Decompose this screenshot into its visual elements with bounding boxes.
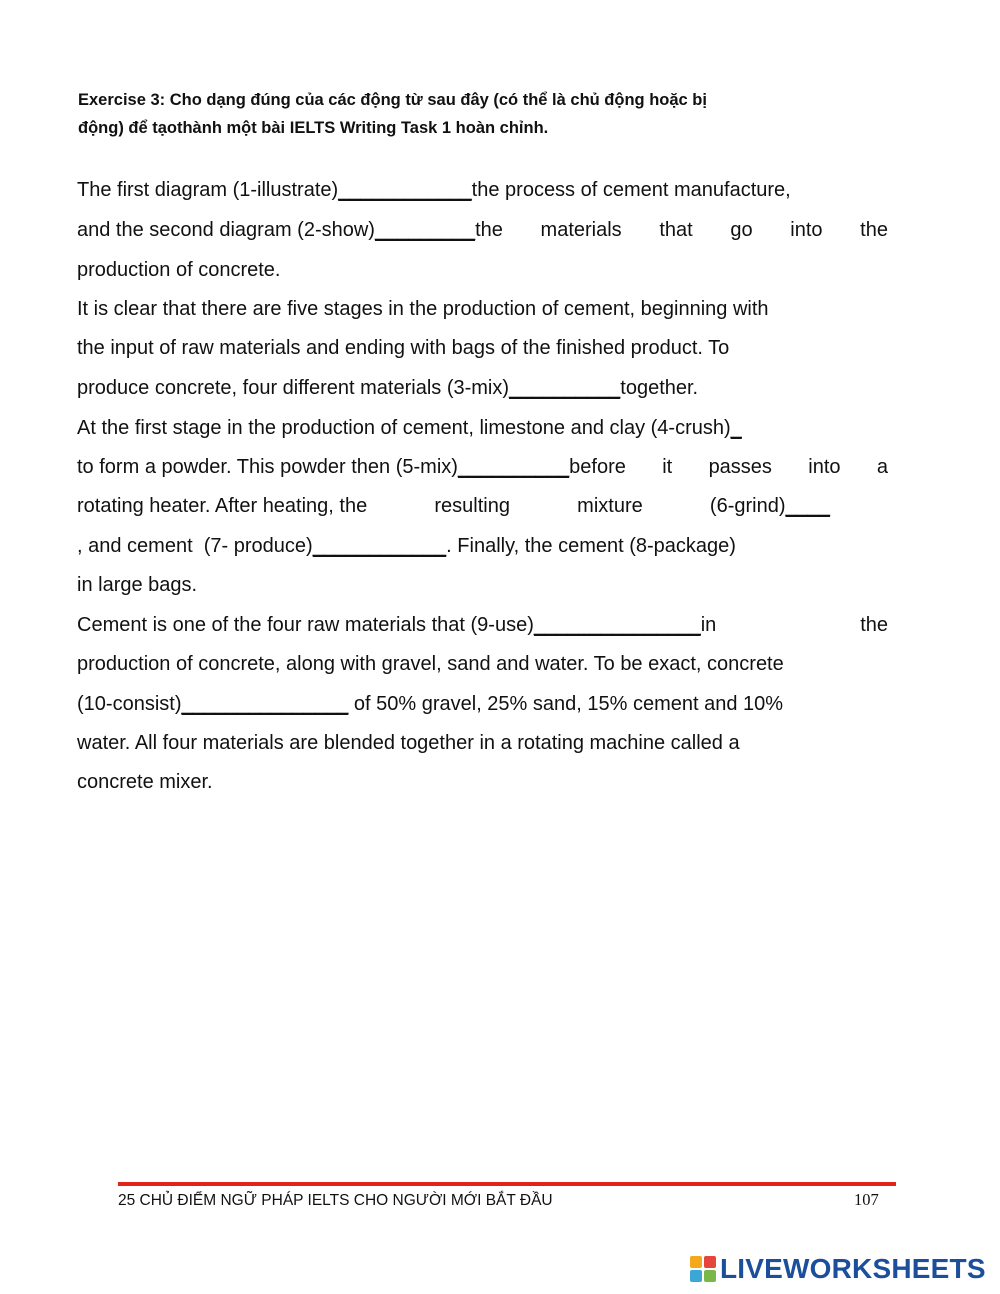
blank-3[interactable]: __________ bbox=[509, 377, 621, 399]
text-line-13: production of concrete, along with gravel, sand and water. To be exact, concrete bbox=[77, 653, 784, 675]
text-line-6: produce concrete, four different materials (3-mix)__________together. bbox=[77, 377, 699, 399]
footer-title: 25 CHỦ ĐIỂM NGỮ PHÁP IELTS CHO NGƯỜI MỚI BẮT ĐẦU bbox=[118, 1192, 553, 1209]
text-line-9: rotating heater. After heating, the resulting mixture (6-grind)____ bbox=[77, 495, 830, 517]
heading-line-2: động) để tạothành một bài IELTS Writing Task 1 hoàn chỉnh. bbox=[78, 119, 549, 137]
text-line-7: At the first stage in the production of cement, limestone and clay (4-crush)_ bbox=[77, 417, 742, 439]
blank-9[interactable]: _______________ bbox=[533, 614, 701, 636]
text-line-11: in large bags. bbox=[77, 574, 198, 596]
text-line-15: water. All four materials are blended together in a rotating machine called a bbox=[77, 732, 740, 754]
text-line-5: the input of raw materials and ending with bags of the finished product. To bbox=[77, 337, 730, 359]
text-line-10: , and cement (7- produce)____________. Finally, the cement (8-package) bbox=[77, 535, 736, 557]
text-line-16: concrete mixer. bbox=[77, 771, 213, 793]
text-line-1: The first diagram (1-illustrate)____________the process of cement manufacture, bbox=[77, 179, 791, 201]
page-number: 107 bbox=[854, 1190, 879, 1209]
blank-6[interactable]: ____ bbox=[785, 495, 830, 517]
text-line-8: to form a powder. This powder then (5-mix)__________before it passes into a bbox=[77, 456, 888, 478]
exercise-heading bbox=[78, 86, 868, 142]
liveworksheets-icon bbox=[690, 1256, 716, 1282]
blank-2[interactable]: _________ bbox=[374, 219, 476, 241]
text-line-12: Cement is one of the four raw materials that (9-use)_______________in the bbox=[77, 614, 888, 636]
blank-1[interactable]: ____________ bbox=[338, 179, 472, 201]
text-line-3: production of concrete. bbox=[77, 259, 281, 281]
liveworksheets-logo bbox=[690, 1252, 986, 1286]
blank-7[interactable]: ____________ bbox=[312, 535, 447, 557]
blank-4[interactable]: _ bbox=[730, 417, 742, 439]
text-line-4: It is clear that there are five stages in the production of cement, beginning with bbox=[77, 298, 769, 320]
heading-line-1: Exercise 3: Cho dạng đúng của các động từ sau đây (có thể là chủ động hoặc bị bbox=[78, 91, 707, 109]
brand-text: LIVEWORKSHEETS bbox=[720, 1253, 986, 1284]
text-line-2: and the second diagram (2-show)_________the materials that go into the bbox=[77, 219, 888, 241]
footer-divider bbox=[118, 1182, 896, 1186]
blank-10[interactable]: _______________ bbox=[181, 693, 349, 715]
text-line-14: (10-consist)_______________ of 50% gravel, 25% sand, 15% cement and 10% bbox=[77, 693, 784, 715]
blank-5[interactable]: __________ bbox=[457, 456, 570, 478]
